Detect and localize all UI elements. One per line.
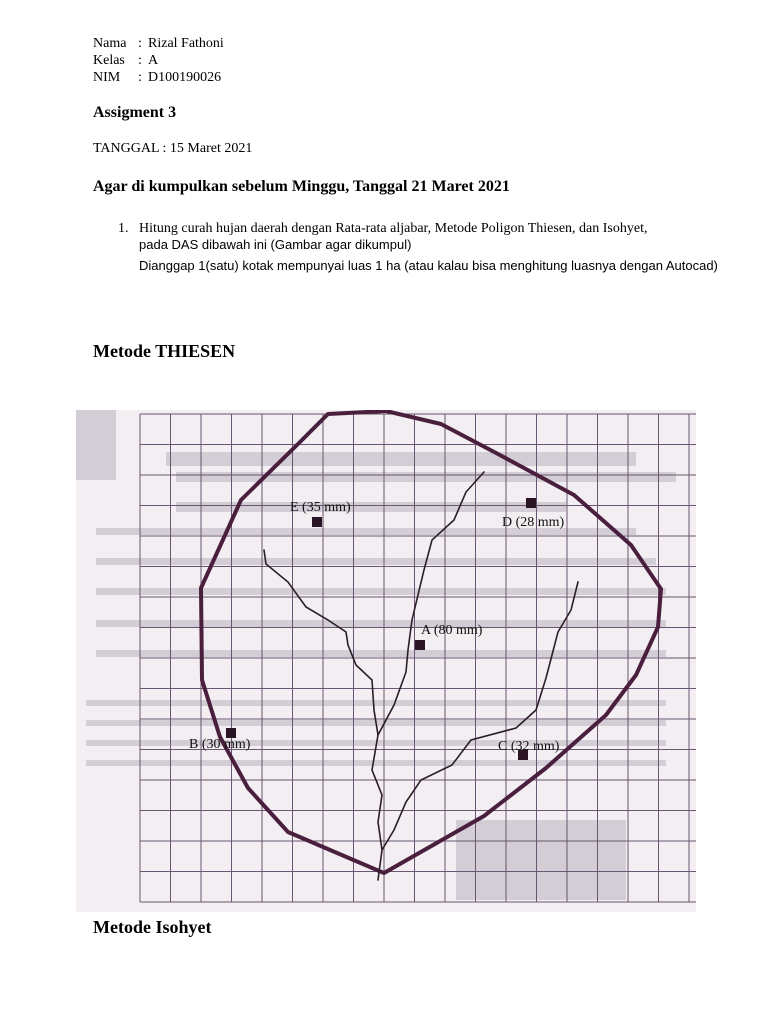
assignment-title: Assigment 3 bbox=[93, 104, 177, 121]
student-name-row bbox=[93, 35, 224, 52]
nim-label: NIM bbox=[93, 70, 121, 85]
scan-text-band bbox=[86, 760, 666, 766]
task-item bbox=[118, 221, 728, 274]
scan-text-band bbox=[96, 558, 656, 565]
station-label: B (30 mm) bbox=[189, 737, 251, 752]
student-class-row bbox=[93, 52, 224, 69]
station-label: E (35 mm) bbox=[290, 500, 351, 515]
deadline-text: Agar di kumpulkan sebelum Minggu, Tanggal 21 Maret 2021 bbox=[93, 178, 510, 195]
student-info bbox=[93, 35, 224, 86]
scan-logo-shadow bbox=[76, 410, 116, 480]
colon: : bbox=[138, 53, 142, 68]
station-marker bbox=[312, 517, 322, 527]
scan-text-band bbox=[96, 588, 666, 595]
section-isohyet-heading: Metode Isohyet bbox=[93, 917, 212, 937]
class-label: Kelas bbox=[93, 53, 125, 68]
task-line-1: Hitung curah hujan daerah dengan Rata-rata aljabar, Metode Poligon Thiesen, dan Isohyet, bbox=[139, 221, 648, 236]
name-value: Rizal Fathoni bbox=[148, 36, 224, 51]
station-label: C (32 mm) bbox=[498, 739, 560, 754]
class-value: A bbox=[148, 53, 159, 68]
station-label: A (80 mm) bbox=[421, 623, 483, 638]
watershed-map bbox=[76, 410, 696, 912]
colon: : bbox=[138, 70, 142, 85]
station-label: D (28 mm) bbox=[502, 515, 565, 530]
task-number: 1. bbox=[118, 221, 129, 236]
station-marker bbox=[526, 498, 536, 508]
date-line: TANGGAL : 15 Maret 2021 bbox=[93, 141, 253, 156]
station-marker bbox=[415, 640, 425, 650]
scan-text-band bbox=[96, 620, 666, 627]
scan-text-band bbox=[86, 700, 666, 706]
student-nim-row bbox=[93, 69, 224, 86]
task-line-2: pada DAS dibawah ini (Gambar agar dikumpul) bbox=[139, 237, 412, 252]
task-line-3: Dianggap 1(satu) kotak mempunyai luas 1 ha (atau kalau bisa menghitung luasnya dengan Autocad) bbox=[139, 258, 718, 273]
scan-table-shadow bbox=[456, 820, 626, 900]
name-label: Nama bbox=[93, 36, 127, 51]
nim-value: D100190026 bbox=[148, 70, 222, 85]
section-thiesen-heading: Metode THIESEN bbox=[93, 341, 236, 361]
scan-text-band bbox=[96, 650, 666, 657]
scan-text-band bbox=[166, 452, 636, 466]
scan-text-band bbox=[176, 472, 676, 482]
colon: : bbox=[138, 36, 142, 51]
